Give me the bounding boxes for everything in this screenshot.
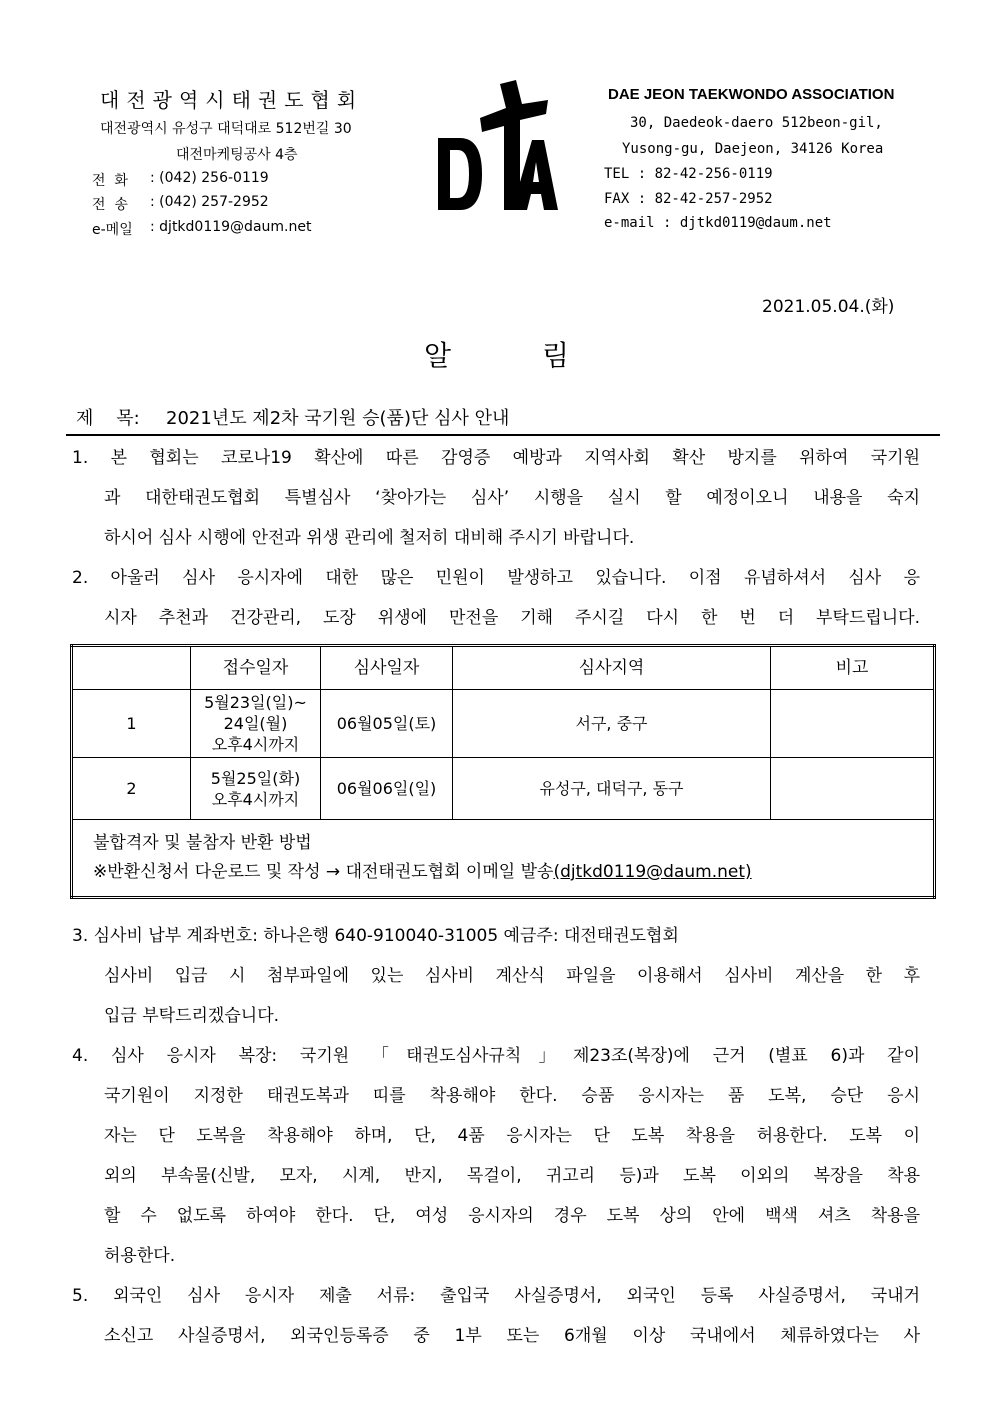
english-org-name: DAE JEON TAEKWONDO ASSOCIATION [608, 86, 895, 103]
subject-label: 제 목: [76, 408, 140, 429]
dta-logo [436, 78, 560, 214]
english-address-1: 30, Daedeok-daero 512beon-gil, [630, 115, 883, 131]
refund-detail-text: ※반환신청서 다운로드 및 작성 → 대전태권도협회 이메일 발송 [93, 862, 554, 882]
exam-schedule-table [70, 644, 936, 899]
receipt-line: 오후4시까지 [211, 789, 300, 809]
paragraph-3-line-2: 심사비 입금 시 첨부파일에 있는 심사비 계산식 파일을 이용해서 심사비 계산을 한 후 [104, 966, 920, 986]
paragraph-4-line-6: 허용한다. [104, 1246, 176, 1266]
exam-date: 06월05일(토) [321, 690, 453, 758]
paragraph-5-line-2: 소신고 사실증명서, 외국인등록증 중 1부 또는 6개월 이상 국내에서 체류하였다는 사 [104, 1326, 920, 1346]
korean-address-1: 대전광역시 유성구 대덕대로 512번길 30 [100, 121, 352, 137]
paragraph-4-line-3: 자는 단 도복을 착용해야 하며, 단, 4품 응시자는 단 도복 착용을 허용한다. 도복 이 [104, 1126, 920, 1146]
subject-text: 2021년도 제2차 국기원 승(품)단 심사 안내 [166, 408, 510, 429]
paragraph-5-line-1: 5. 외국인 심사 응시자 제출 서류: 출입국 사실증명서, 외국인 등록 사실증명서, 국내거 [72, 1286, 920, 1306]
refund-email-link[interactable]: (djtkd0119@daum.net) [553, 862, 752, 882]
korean-phone-value: : (042) 256-0119 [150, 170, 269, 186]
header-cell-exam-date: 심사일자 [321, 646, 453, 690]
english-tel: TEL : 82-42-256-0119 [604, 166, 773, 182]
receipt-line: 오후4시까지 [211, 735, 300, 754]
korean-fax-value: : (042) 257-2952 [150, 194, 269, 210]
paragraph-1-line-1: 1. 본 협회는 코로나19 확산에 따른 감영증 예방과 지역사회 확산 방지를 위하여 국기원 [72, 448, 920, 468]
paragraph-4-line-5: 할 수 없도록 하여야 한다. 단, 여성 응시자의 경우 도복 상의 안에 백색 셔츠 착용을 [104, 1206, 920, 1226]
table-footer-row [72, 820, 935, 898]
title-left-char: 알 [424, 339, 452, 372]
english-fax: FAX : 82-42-257-2952 [604, 191, 773, 207]
receipt-line: 24일(월) [223, 714, 288, 733]
korean-org-name: 대전광역시태권도협회 [100, 88, 364, 112]
exam-region: 서구, 중구 [453, 690, 771, 758]
table-row [72, 758, 935, 820]
header-cell-region: 심사지역 [453, 646, 771, 690]
korean-fax-label: 전 송 [92, 197, 128, 213]
exam-region: 유성구, 대덕구, 동구 [453, 758, 771, 820]
korean-email-value: : djtkd0119@daum.net [150, 219, 312, 235]
header-cell-receipt: 접수일자 [191, 646, 321, 690]
paragraph-4-line-4: 외의 부속물(신발, 모자, 시계, 반지, 목걸이, 귀고리 등)과 도복 이외의 복장을 착용 [104, 1166, 920, 1186]
refund-title: 불합격자 및 불참자 반환 방법 [93, 833, 312, 853]
korean-email-label: e-메일 [92, 222, 133, 238]
note-cell [771, 690, 935, 758]
paragraph-1-line-2: 과 대한태권도협회 특별심사 ‘찾아가는 심사’ 시행을 실시 할 예정이오니 내용을 숙지 [104, 488, 920, 508]
row-number: 1 [72, 690, 191, 758]
title-right-char: 림 [542, 339, 570, 372]
note-cell [771, 758, 935, 820]
receipt-line: 5월25일(화) [210, 768, 301, 788]
header-cell-blank [72, 646, 191, 690]
paragraph-2-line-1: 2. 아울러 심사 응시자에 대한 많은 민원이 발생하고 있습니다. 이점 유념하셔서 심사 응 [72, 568, 920, 588]
paragraph-3-line-3: 입금 부탁드리겠습니다. [104, 1006, 280, 1026]
logo-text: DTA [436, 78, 438, 79]
refund-instructions [72, 820, 935, 898]
exam-date: 06월06일(일) [321, 758, 453, 820]
table-header-row [72, 646, 935, 690]
english-address-2: Yusong-gu, Daejeon, 34126 Korea [622, 141, 884, 157]
paragraph-1-line-3: 하시어 심사 시행에 안전과 위생 관리에 철저히 대비해 주시기 바랍니다. [104, 528, 635, 548]
subject-rule [66, 434, 940, 436]
refund-detail [93, 858, 933, 887]
paragraph-3-line-1: 3. 심사비 납부 계좌번호: 하나은행 640-910040-31005 예금주: 대전태권도협회 [72, 926, 679, 946]
receipt-period [191, 758, 321, 820]
paragraph-4-line-2: 국기원이 지정한 태권도복과 띠를 착용해야 한다. 승품 응시자는 품 도복, 승단 응시 [104, 1086, 920, 1106]
korean-address-2: 대전마케팅공사 4층 [176, 147, 298, 163]
paragraph-2-line-2: 시자 추천과 건강관리, 도장 위생에 만전을 기해 주시길 다시 한 번 더 부탁드립니다. [104, 608, 920, 628]
paragraph-4-line-1: 4. 심사 응시자 복장: 국기원 「태권도심사규칙」제23조(복장)에 근거 (별표 6)과 같이 [72, 1046, 920, 1066]
table-row [72, 690, 935, 758]
header-cell-note: 비고 [771, 646, 935, 690]
receipt-period [191, 690, 321, 758]
document-date: 2021.05.04.(화) [762, 297, 895, 317]
row-number: 2 [72, 758, 191, 820]
english-email: e-mail : djtkd0119@daum.net [604, 215, 832, 231]
receipt-line: 5월23일(일)~ [204, 693, 307, 712]
korean-phone-label: 전 화 [92, 173, 128, 189]
